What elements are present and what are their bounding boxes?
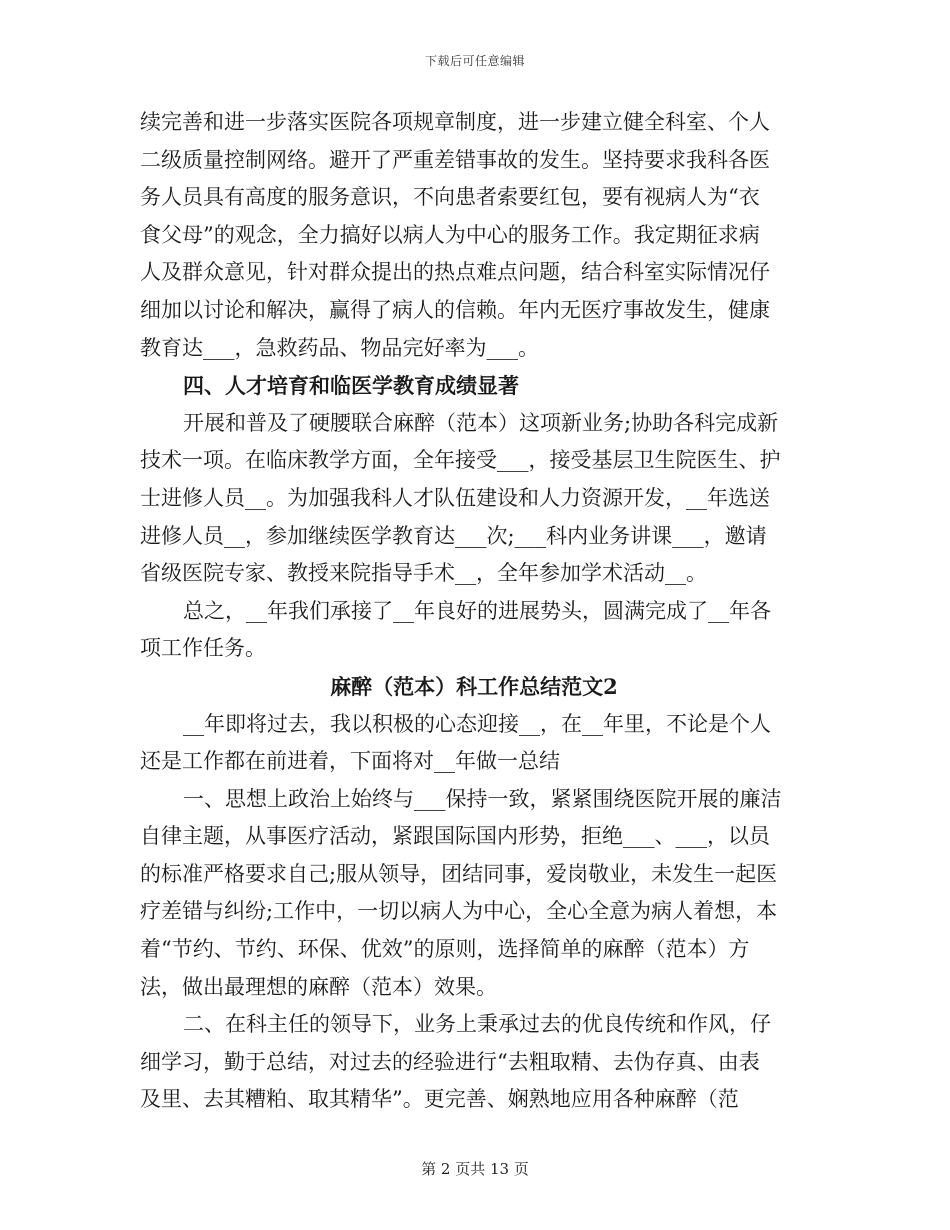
text-line: 教育达___，急救药品、物品完好率为___。 (140, 335, 539, 360)
heading-text: 四、人才培育和临医学教育成绩显著 (183, 373, 519, 399)
text-line: 人及群众意见，针对群众提出的热点难点问题，结合科室实际情况仔 (140, 260, 770, 285)
title-text: 麻醉（范本）科工作总结范文2 (330, 673, 618, 699)
text-line: 开展和普及了硬腰联合麻醉（范本）这项新业务;协助各科完成新 (183, 410, 779, 435)
text-line: 士进修人员__。为加强我科人才队伍建设和人力资源开发，__年选送 (140, 485, 770, 510)
text-line: 二、在科主任的领导下，业务上秉承过去的优良传统和作风，仔 (183, 1012, 771, 1037)
text-line: 续完善和进一步落实医院各项规章制度，进一步建立健全科室、个人 (140, 110, 770, 134)
paragraph (140, 405, 808, 593)
text-line: 细加以讨论和解决，赢得了病人的信赖。年内无医疗事故发生，健康 (140, 297, 770, 322)
paragraph (140, 706, 808, 781)
text-line: 项工作任务。 (140, 636, 266, 661)
document-body (140, 104, 808, 1119)
text-line: 二级质量控制网络。避开了严重差错事故的发生。坚持要求我科各医 (140, 147, 770, 172)
text-line: 着“节约、节约、环保、优效”的原则，选择简单的麻醉（范本）方 (140, 937, 750, 962)
text-line: 的标准严格要求自己;服从领导，团结同事，爱岗敬业，未发生一起医 (140, 861, 778, 886)
page-header: 下载后可任意编辑 (424, 54, 525, 68)
text-line: 进修人员__，参加继续医学教育达___次;___科内业务讲课___，邀请 (140, 523, 767, 548)
text-line: 细学习，勤于总结，对过去的经验进行“去粗取精、去伪存真、由表 (140, 1049, 760, 1074)
text-line: __年即将过去，我以积极的心态迎接__，在__年里，不论是个人 (183, 711, 771, 736)
text-line: 食父母”的观念，全力搞好以病人为中心的服务工作。我定期征求病 (140, 222, 760, 247)
text-line: 省级医院专家、教授来院指导手术__，全年参加学术活动__。 (140, 561, 707, 586)
page-footer: 第 2 页共 13 页 (421, 1160, 529, 1178)
paragraph (140, 593, 808, 668)
text-line: 疗差错与纠纷;工作中，一切以病人为中心，全心全意为病人着想，本 (140, 899, 778, 924)
text-line: 技术一项。在临床教学方面，全年接受___，接受基层卫生院医生、护 (140, 448, 781, 473)
text-line: 及里、去其糟粕、取其精华”。更完善、娴熟地应用各种麻醉（范 (140, 1087, 739, 1112)
text-line: 务人员具有高度的服务意识，不向患者索要红包，要有视病人为“衣 (140, 185, 760, 210)
text-line: 自律主题，从事医疗活动，紧跟国际国内形势，拒绝___、___，以员 (140, 824, 770, 849)
section-heading (140, 367, 808, 405)
paragraph-continuation (140, 104, 808, 367)
text-line: 法，做出最理想的麻醉（范本）效果。 (140, 974, 497, 999)
text-line: 总之，__年我们承接了__年良好的进展势头，圆满完成了__年各 (183, 598, 771, 623)
paragraph (140, 1006, 808, 1119)
article-title (140, 668, 808, 706)
paragraph (140, 781, 808, 1007)
text-line: 还是工作都在前进着，下面将对__年做一总结 (140, 749, 560, 774)
text-line: 一、思想上政治上始终与___保持一致，紧紧围绕医院开展的廉洁 (183, 786, 782, 811)
